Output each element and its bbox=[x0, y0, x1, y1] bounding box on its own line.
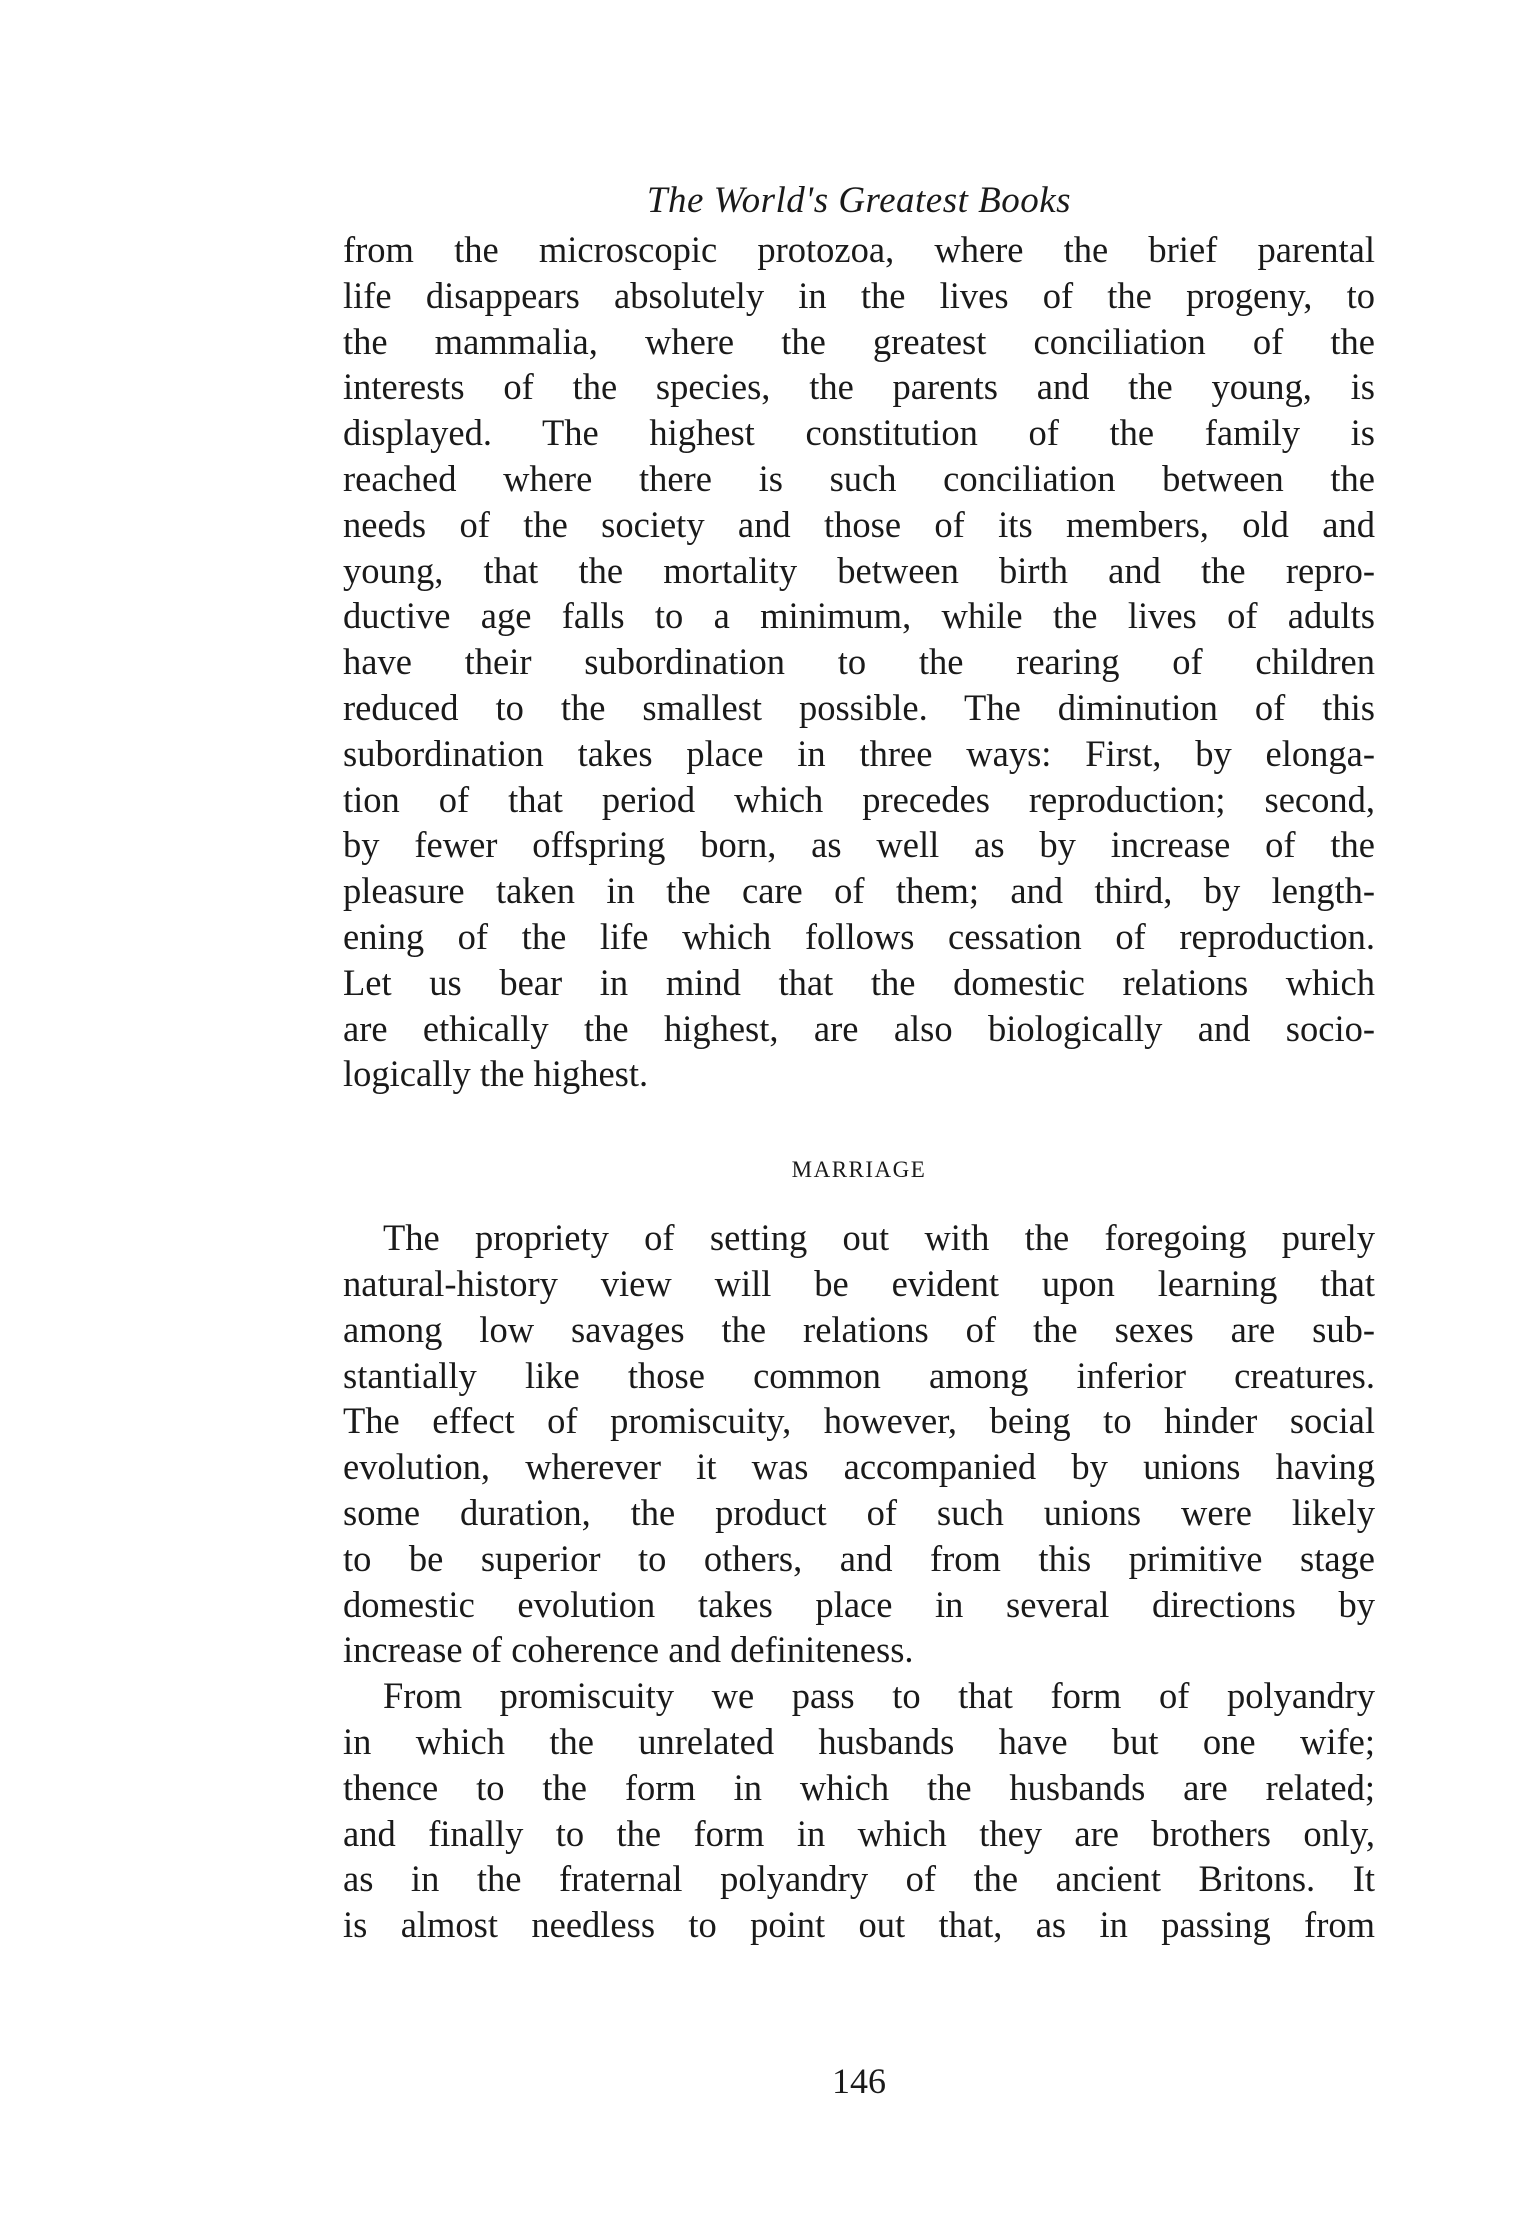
text-line: to be superior to others, and from this primitive stage bbox=[343, 1537, 1375, 1579]
text-line: pleasure taken in the care of them; and third, by length- bbox=[343, 870, 1375, 912]
page-number: 146 bbox=[832, 2061, 886, 2101]
text-line: ductive age falls to a minimum, while the lives of adults bbox=[343, 595, 1375, 637]
text-line: needs of the society and those of its members, old and bbox=[343, 503, 1375, 545]
section-heading: MARRIAGE bbox=[791, 1157, 927, 1183]
text-line: is almost needless to point out that, as in passing from bbox=[343, 1904, 1375, 1946]
running-title: The World's Greatest Books bbox=[646, 180, 1072, 221]
text-line: by fewer offspring born, as well as by increase of the bbox=[343, 824, 1375, 866]
text-line: From promiscuity we pass to that form of polyandry bbox=[383, 1675, 1375, 1717]
text-line: and finally to the form in which they are brothers only, bbox=[343, 1812, 1375, 1854]
text-line: the mammalia, where the greatest conciliation of the bbox=[343, 320, 1375, 362]
text-line: Let us bear in mind that the domestic relations which bbox=[343, 961, 1375, 1003]
text-line: displayed. The highest constitution of the family is bbox=[343, 412, 1375, 454]
text-line: as in the fraternal polyandry of the ancient Britons. It bbox=[343, 1858, 1375, 1900]
text-line: tion of that period which precedes reproduction; second, bbox=[343, 778, 1375, 820]
text-line: have their subordination to the rearing of children bbox=[343, 641, 1375, 683]
text-line: interests of the species, the parents and the young, is bbox=[343, 366, 1375, 408]
text-line: logically the highest. bbox=[343, 1053, 649, 1095]
text-line: life disappears absolutely in the lives of the progeny, to bbox=[343, 274, 1375, 316]
text-line: The effect of promiscuity, however, being to hinder social bbox=[343, 1400, 1375, 1442]
text-line: are ethically the highest, are also biologically and socio- bbox=[343, 1007, 1375, 1049]
text-line: some duration, the product of such unions were likely bbox=[343, 1491, 1375, 1533]
text-line: The propriety of setting out with the foregoing purely bbox=[383, 1217, 1375, 1259]
paragraph-continued bbox=[343, 227, 1375, 1097]
text-line: increase of coherence and definiteness. bbox=[343, 1629, 914, 1671]
book-page bbox=[343, 175, 1375, 2101]
text-line: from the microscopic protozoa, where the brief parental bbox=[343, 229, 1375, 270]
text-line: ening of the life which follows cessation of reproduction. bbox=[343, 915, 1375, 957]
paragraph-marriage-1 bbox=[343, 1215, 1375, 1673]
text-line: domestic evolution takes place in several directions by bbox=[343, 1583, 1375, 1625]
text-line: evolution, wherever it was accompanied by unions having bbox=[343, 1446, 1375, 1488]
text-line: natural-history view will be evident upon learning that bbox=[343, 1262, 1375, 1304]
text-line: stantially like those common among inferior creatures. bbox=[343, 1354, 1375, 1396]
text-line: reduced to the smallest possible. The diminution of this bbox=[343, 686, 1375, 728]
text-line: subordination takes place in three ways: First, by elonga- bbox=[343, 732, 1375, 774]
text-line: reached where there is such conciliation between the bbox=[343, 457, 1375, 499]
text-line: thence to the form in which the husbands are related; bbox=[343, 1766, 1375, 1808]
text-line: young, that the mortality between birth and the repro- bbox=[343, 549, 1375, 591]
paragraph-marriage-2 bbox=[343, 1673, 1375, 1948]
text-line: among low savages the relations of the sexes are sub- bbox=[343, 1308, 1375, 1350]
text-line: in which the unrelated husbands have but one wife; bbox=[343, 1720, 1375, 1762]
